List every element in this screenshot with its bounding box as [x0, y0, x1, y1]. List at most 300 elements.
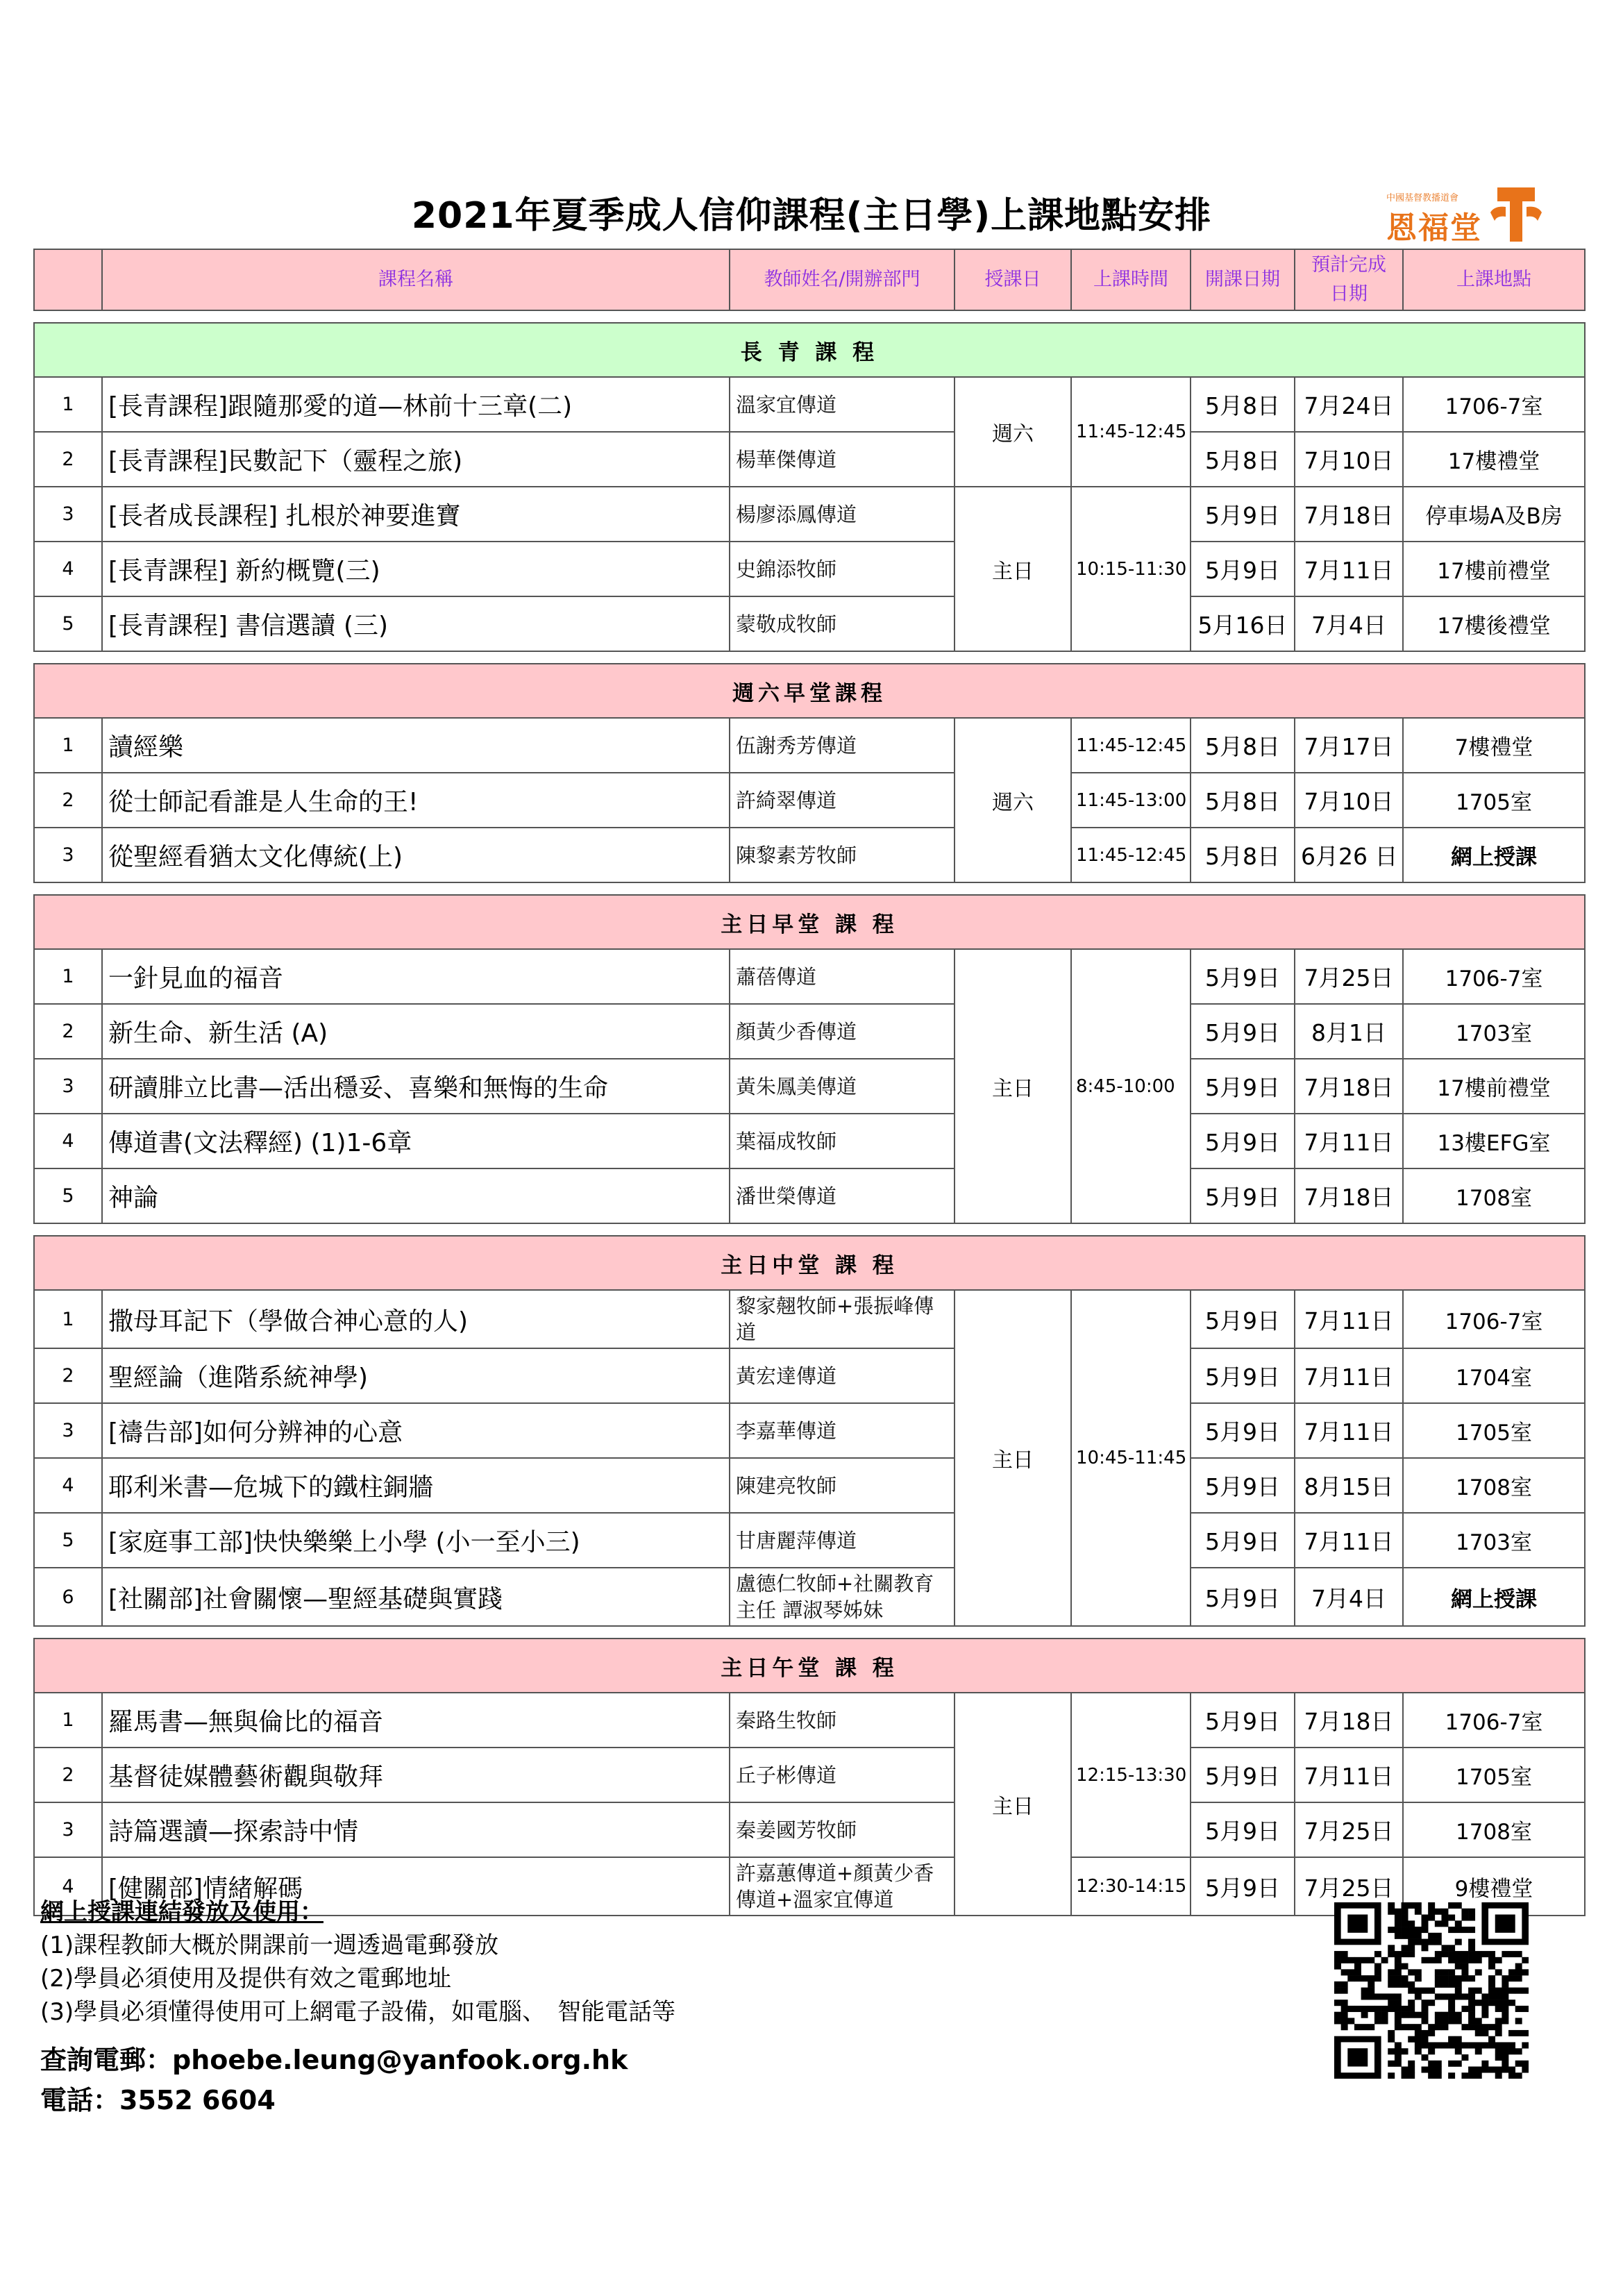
qr-module: [1522, 2006, 1529, 2012]
header-location: 上課地點: [1403, 249, 1585, 310]
qr-module: [1488, 2024, 1495, 2030]
qr-module: [1468, 2066, 1475, 2072]
qr-module: [1461, 1993, 1468, 2000]
qr-module: [1461, 1915, 1468, 1921]
section-title: 主日中堂 課 程: [34, 1236, 1585, 1290]
header-teacher: 教師姓名/開辦部門: [730, 249, 955, 310]
qr-module: [1522, 2042, 1529, 2048]
start-date: 5月9日: [1191, 1513, 1295, 1568]
qr-module: [1361, 1993, 1368, 2000]
table-row: [34, 432, 1585, 487]
qr-module: [1441, 1969, 1448, 1975]
end-date: 7月10日: [1295, 773, 1403, 828]
start-date: 5月9日: [1191, 949, 1295, 1004]
qr-module: [1415, 2024, 1422, 2030]
qr-module: [1481, 2012, 1488, 2018]
contact-email: 查詢電郵：phoebe.leung@yanfook.org.hk: [40, 2045, 628, 2075]
qr-module: [1448, 1951, 1455, 1957]
qr-module: [1455, 2018, 1462, 2024]
qr-module: [1515, 2018, 1522, 2024]
qr-module: [1448, 2072, 1455, 2079]
qr-module: [1481, 1993, 1488, 2000]
row-index: 5: [34, 1168, 102, 1223]
qr-module: [1354, 1963, 1361, 1970]
qr-module: [1448, 1915, 1455, 1921]
qr-module: [1408, 2066, 1415, 2072]
qr-module: [1448, 2006, 1455, 2012]
qr-module: [1495, 2018, 1502, 2024]
qr-module: [1435, 2012, 1442, 2018]
qr-module: [1422, 2054, 1429, 2061]
qr-module: [1361, 1975, 1368, 1981]
qr-module: [1475, 2072, 1482, 2079]
end-date: 7月25日: [1295, 949, 1403, 1004]
qr-module: [1341, 2006, 1348, 2012]
course-name: [禱告部]如何分辨神的心意: [102, 1403, 730, 1458]
qr-module: [1428, 2024, 1435, 2030]
location: 網上授課: [1403, 1568, 1585, 1626]
qr-module: [1448, 1927, 1455, 1933]
qr-module: [1354, 1969, 1361, 1975]
qr-module: [1402, 1933, 1408, 1939]
location: 1705室: [1403, 1748, 1585, 1802]
course-name: [長青課程] 書信選讀 (三): [102, 596, 730, 651]
qr-module: [1441, 1981, 1448, 1988]
qr-module: [1475, 2066, 1482, 2072]
qr-module: [1488, 1993, 1495, 2000]
qr-module: [1502, 2066, 1508, 2072]
qr-module: [1422, 1988, 1429, 1994]
end-date: 7月25日: [1295, 1802, 1403, 1857]
end-date: 7月4日: [1295, 596, 1403, 651]
table-row: [34, 1693, 1585, 1748]
qr-module: [1422, 2030, 1429, 2036]
location: 1705室: [1403, 773, 1585, 828]
start-date: 5月16日: [1191, 596, 1295, 651]
qr-module: [1415, 1993, 1422, 2000]
qr-module: [1435, 2061, 1442, 2067]
qr-module: [1374, 1975, 1381, 1981]
qr-module: [1341, 1969, 1348, 1975]
qr-module: [1415, 2030, 1422, 2036]
teacher-name: 甘唐麗萍傳道: [730, 1513, 955, 1568]
qr-module: [1441, 2042, 1448, 2048]
qr-module: [1435, 1939, 1442, 1945]
qr-module: [1435, 1957, 1442, 1963]
qr-module: [1395, 1993, 1402, 2000]
qr-module: [1368, 1981, 1374, 1988]
qr-module: [1402, 1915, 1408, 1921]
teacher-name: 盧德仁牧師+社關教育主任 譚淑琴姊妹: [730, 1568, 955, 1626]
qr-module: [1408, 1939, 1415, 1945]
qr-module: [1461, 2042, 1468, 2048]
qr-module: [1455, 2061, 1462, 2067]
section-gap: [34, 1626, 1585, 1639]
qr-module: [1481, 2024, 1488, 2030]
row-index: 3: [34, 828, 102, 882]
end-date: 7月11日: [1295, 1290, 1403, 1348]
location: 17樓禮堂: [1403, 432, 1585, 487]
qr-module: [1388, 1945, 1395, 1951]
logo-org-small: 中國基督教播道會: [1386, 193, 1459, 203]
header-end-date: [1295, 249, 1403, 310]
start-date: 5月9日: [1191, 1168, 1295, 1223]
end-date: 6月26 日: [1295, 828, 1403, 882]
cross-logo-icon: [1488, 182, 1545, 244]
qr-module: [1381, 2012, 1388, 2018]
qr-module: [1428, 2072, 1435, 2079]
qr-module: [1448, 1969, 1455, 1975]
qr-module: [1508, 1988, 1515, 1994]
qr-module: [1408, 1945, 1415, 1951]
qr-module: [1435, 2072, 1442, 2079]
qr-module: [1488, 1957, 1495, 1963]
qr-module: [1422, 2012, 1429, 2018]
qr-module: [1461, 2006, 1468, 2012]
qr-module: [1461, 1969, 1468, 1975]
qr-module: [1341, 1951, 1348, 1957]
qr-module: [1347, 1969, 1354, 1975]
qr-module: [1455, 2012, 1462, 2018]
teacher-name: 許綺翠傳道: [730, 773, 955, 828]
qr-module: [1468, 2006, 1475, 2012]
qr-module: [1441, 1915, 1448, 1921]
row-index: 5: [34, 1513, 102, 1568]
qr-module: [1415, 1975, 1422, 1981]
qr-module: [1461, 1951, 1468, 1957]
location: 1708室: [1403, 1802, 1585, 1857]
qr-module: [1468, 1909, 1475, 1915]
qr-module: [1402, 1963, 1408, 1970]
qr-module: [1515, 2030, 1522, 2036]
course-name: 聖經論（進階系統神學): [102, 1348, 730, 1403]
qr-module: [1428, 1915, 1435, 1921]
qr-module: [1522, 1957, 1529, 1963]
qr-module: [1441, 2018, 1448, 2024]
location: 停車場A及B房: [1403, 487, 1585, 542]
qr-module: [1468, 1993, 1475, 2000]
qr-module: [1395, 2000, 1402, 2006]
teacher-name: 伍謝秀芳傳道: [730, 718, 955, 773]
qr-finder: [1495, 1915, 1515, 1933]
table-row: [34, 1290, 1585, 1348]
class-day: 週六: [955, 718, 1071, 882]
class-time: 12:30-14:15: [1071, 1857, 1191, 1916]
note-item: (3)學員必須懂得使用可上網電子設備，如電腦、 智能電話等: [40, 1998, 676, 2026]
end-date: 7月11日: [1295, 542, 1403, 596]
row-index: 1: [34, 718, 102, 773]
qr-module: [1502, 2042, 1508, 2048]
qr-module: [1481, 2000, 1488, 2006]
qr-module: [1428, 1902, 1435, 1909]
location: 1708室: [1403, 1458, 1585, 1513]
table-row: [34, 1458, 1585, 1513]
qr-module: [1475, 2042, 1482, 2048]
table-row: [34, 1748, 1585, 1802]
qr-module: [1388, 1975, 1395, 1981]
qr-module: [1515, 1975, 1522, 1981]
section-gap: [34, 1223, 1585, 1236]
start-date: 5月9日: [1191, 1403, 1295, 1458]
table-row: [34, 1802, 1585, 1857]
qr-module: [1361, 2006, 1368, 2012]
qr-module: [1341, 1988, 1348, 1994]
end-date: 8月1日: [1295, 1004, 1403, 1059]
qr-module: [1495, 2006, 1502, 2012]
qr-module: [1448, 1957, 1455, 1963]
qr-module: [1508, 2030, 1515, 2036]
qr-module: [1455, 1975, 1462, 1981]
qr-module: [1395, 2024, 1402, 2030]
course-name: 一針見血的福音: [102, 949, 730, 1004]
qr-module: [1488, 1963, 1495, 1970]
qr-module: [1422, 2066, 1429, 2072]
qr-module: [1455, 1957, 1462, 1963]
qr-module: [1468, 2072, 1475, 2079]
header-time: 上課時間: [1071, 249, 1191, 310]
qr-module: [1422, 2042, 1429, 2048]
row-index: 2: [34, 1004, 102, 1059]
qr-module: [1495, 1993, 1502, 2000]
course-name: 神論: [102, 1168, 730, 1223]
teacher-name: 史錦添牧師: [730, 542, 955, 596]
end-date: 7月11日: [1295, 1748, 1403, 1802]
qr-module: [1341, 1981, 1348, 1988]
qr-module: [1374, 1963, 1381, 1970]
teacher-name: 溫家宜傳道: [730, 377, 955, 432]
qr-module: [1495, 1988, 1502, 1994]
row-index: 4: [34, 542, 102, 596]
qr-module: [1468, 2042, 1475, 2048]
qr-module: [1408, 1988, 1415, 1994]
table-row: [34, 1403, 1585, 1458]
qr-module: [1461, 2054, 1468, 2061]
qr-module: [1347, 2018, 1354, 2024]
qr-module: [1468, 2012, 1475, 2018]
qr-module: [1475, 2018, 1482, 2024]
gap-cell: [34, 1626, 1585, 1639]
logo-org-name: 恩福堂: [1386, 210, 1482, 246]
qr-module: [1422, 1957, 1429, 1963]
church-logo: [1378, 182, 1545, 244]
qr-module: [1515, 2061, 1522, 2067]
qr-module: [1428, 1909, 1435, 1915]
qr-module: [1408, 1969, 1415, 1975]
qr-module: [1502, 2048, 1508, 2054]
qr-module: [1468, 1988, 1475, 1994]
qr-module: [1428, 1988, 1435, 1994]
start-date: 5月9日: [1191, 1458, 1295, 1513]
qr-module: [1395, 2012, 1402, 2018]
qr-module: [1415, 1988, 1422, 1994]
qr-module: [1455, 1988, 1462, 1994]
qr-module: [1435, 1920, 1442, 1927]
qr-module: [1381, 1993, 1388, 2000]
qr-module: [1495, 2066, 1502, 2072]
qr-module: [1502, 2000, 1508, 2006]
course-name: 詩篇選讀—探索詩中情: [102, 1802, 730, 1857]
section-title: 長 青 課 程: [34, 323, 1585, 377]
start-date: 5月9日: [1191, 1114, 1295, 1168]
end-date: 7月4日: [1295, 1568, 1403, 1626]
location: 17樓前禮堂: [1403, 542, 1585, 596]
location: 1708室: [1403, 1168, 1585, 1223]
teacher-name: 楊華傑傳道: [730, 432, 955, 487]
qr-module: [1422, 2000, 1429, 2006]
qr-module: [1402, 1975, 1408, 1981]
qr-module: [1415, 1933, 1422, 1939]
qr-module: [1435, 1975, 1442, 1981]
course-schedule-table: [33, 249, 1586, 1916]
qr-module: [1488, 1988, 1495, 1994]
row-index: 1: [34, 1290, 102, 1348]
qr-module: [1488, 1981, 1495, 1988]
qr-module: [1515, 1951, 1522, 1957]
qr-module: [1415, 1902, 1422, 1909]
qr-module: [1354, 2006, 1361, 2012]
row-index: 1: [34, 1693, 102, 1748]
qr-module: [1481, 2030, 1488, 2036]
qr-module: [1388, 1951, 1395, 1957]
qr-module: [1488, 2036, 1495, 2043]
qr-module: [1522, 1988, 1529, 1994]
qr-module: [1461, 2024, 1468, 2030]
start-date: 5月9日: [1191, 1059, 1295, 1114]
qr-module: [1395, 2061, 1402, 2067]
qr-module: [1368, 2024, 1374, 2030]
qr-module: [1334, 1957, 1341, 1963]
qr-module: [1341, 2018, 1348, 2024]
qr-module: [1381, 2006, 1388, 2012]
qr-module: [1402, 2006, 1408, 2012]
location: 17樓後禮堂: [1403, 596, 1585, 651]
qr-module: [1475, 1951, 1482, 1957]
qr-module: [1408, 1927, 1415, 1933]
section-gap: [34, 651, 1585, 664]
qr-module: [1515, 1988, 1522, 1994]
qr-module: [1455, 1951, 1462, 1957]
table-row: [34, 773, 1585, 828]
table-row: [34, 1059, 1585, 1114]
row-index: 2: [34, 773, 102, 828]
course-name: 耶利米書—危城下的鐵柱銅牆: [102, 1458, 730, 1513]
course-name: 撒母耳記下（學做合神心意的人): [102, 1290, 730, 1348]
end-date: 7月11日: [1295, 1403, 1403, 1458]
qr-module: [1435, 2024, 1442, 2030]
teacher-name: 秦路生牧師: [730, 1693, 955, 1748]
qr-module: [1481, 2042, 1488, 2048]
qr-module: [1455, 1981, 1462, 1988]
course-name: 新生命、新生活 (A): [102, 1004, 730, 1059]
qr-module: [1468, 1939, 1475, 1945]
qr-module: [1488, 1951, 1495, 1957]
qr-module: [1461, 1975, 1468, 1981]
course-name: 基督徒媒體藝術觀與敬拜: [102, 1748, 730, 1802]
qr-module: [1502, 1951, 1508, 1957]
note-item: (2)學員必須使用及提供有效之電郵地址: [40, 1965, 452, 1993]
qr-module: [1455, 2048, 1462, 2054]
start-date: 5月8日: [1191, 718, 1295, 773]
qr-module: [1395, 1909, 1402, 1915]
teacher-name: 陳黎素芳牧師: [730, 828, 955, 882]
start-date: 5月8日: [1191, 432, 1295, 487]
qr-module: [1461, 1927, 1468, 1933]
qr-module: [1388, 1993, 1395, 2000]
location: 1706-7室: [1403, 1290, 1585, 1348]
qr-module: [1475, 2048, 1482, 2054]
qr-module: [1374, 1969, 1381, 1975]
table-row: [34, 377, 1585, 432]
qr-module: [1415, 1927, 1422, 1933]
location: 7樓禮堂: [1403, 718, 1585, 773]
location: 13樓EFG室: [1403, 1114, 1585, 1168]
qr-module: [1495, 2048, 1502, 2054]
location: 1704室: [1403, 1348, 1585, 1403]
section-header-row: [34, 1236, 1585, 1290]
qr-module: [1402, 1927, 1408, 1933]
start-date: 5月9日: [1191, 1802, 1295, 1857]
class-time: 11:45-12:45: [1071, 718, 1191, 773]
qr-module: [1402, 2012, 1408, 2018]
end-date: 7月17日: [1295, 718, 1403, 773]
location: 1703室: [1403, 1513, 1585, 1568]
end-date: 8月15日: [1295, 1458, 1403, 1513]
qr-module: [1522, 2066, 1529, 2072]
qr-module: [1455, 1927, 1462, 1933]
row-index: 3: [34, 1059, 102, 1114]
table-row: [34, 1348, 1585, 1403]
end-date: 7月18日: [1295, 1059, 1403, 1114]
qr-module: [1347, 2006, 1354, 2012]
qr-module: [1388, 2072, 1395, 2079]
section-header-row: [34, 1639, 1585, 1693]
section-title: 主日午堂 課 程: [34, 1639, 1585, 1693]
qr-module: [1502, 1981, 1508, 1988]
qr-module: [1428, 1957, 1435, 1963]
row-index: 4: [34, 1458, 102, 1513]
qr-module: [1402, 1920, 1408, 1927]
class-time: 11:45-13:00: [1071, 773, 1191, 828]
qr-module: [1428, 2000, 1435, 2006]
qr-module: [1435, 1993, 1442, 2000]
qr-module: [1408, 1902, 1415, 1909]
qr-module: [1334, 1963, 1341, 1970]
class-time: 11:45-12:45: [1071, 377, 1191, 487]
qr-module: [1395, 2048, 1402, 2054]
end-date: 7月24日: [1295, 377, 1403, 432]
qr-code-icon[interactable]: [1334, 1902, 1529, 2079]
class-day: 主日: [955, 1290, 1071, 1626]
qr-module: [1475, 2024, 1482, 2030]
qr-module: [1448, 2042, 1455, 2048]
qr-module: [1415, 2036, 1422, 2043]
teacher-name: 丘子彬傳道: [730, 1748, 955, 1802]
contact-info: [40, 2040, 628, 2120]
section-header-row: [34, 664, 1585, 718]
qr-module: [1408, 2061, 1415, 2067]
row-index: 3: [34, 1802, 102, 1857]
qr-module: [1455, 2036, 1462, 2043]
qr-module: [1395, 1927, 1402, 1933]
qr-module: [1408, 1933, 1415, 1939]
teacher-name: 葉福成牧師: [730, 1114, 955, 1168]
qr-module: [1455, 1993, 1462, 2000]
qr-module: [1448, 1993, 1455, 2000]
gap-cell: [34, 651, 1585, 664]
table-row: [34, 542, 1585, 596]
end-date: 7月18日: [1295, 1693, 1403, 1748]
qr-module: [1448, 2012, 1455, 2018]
